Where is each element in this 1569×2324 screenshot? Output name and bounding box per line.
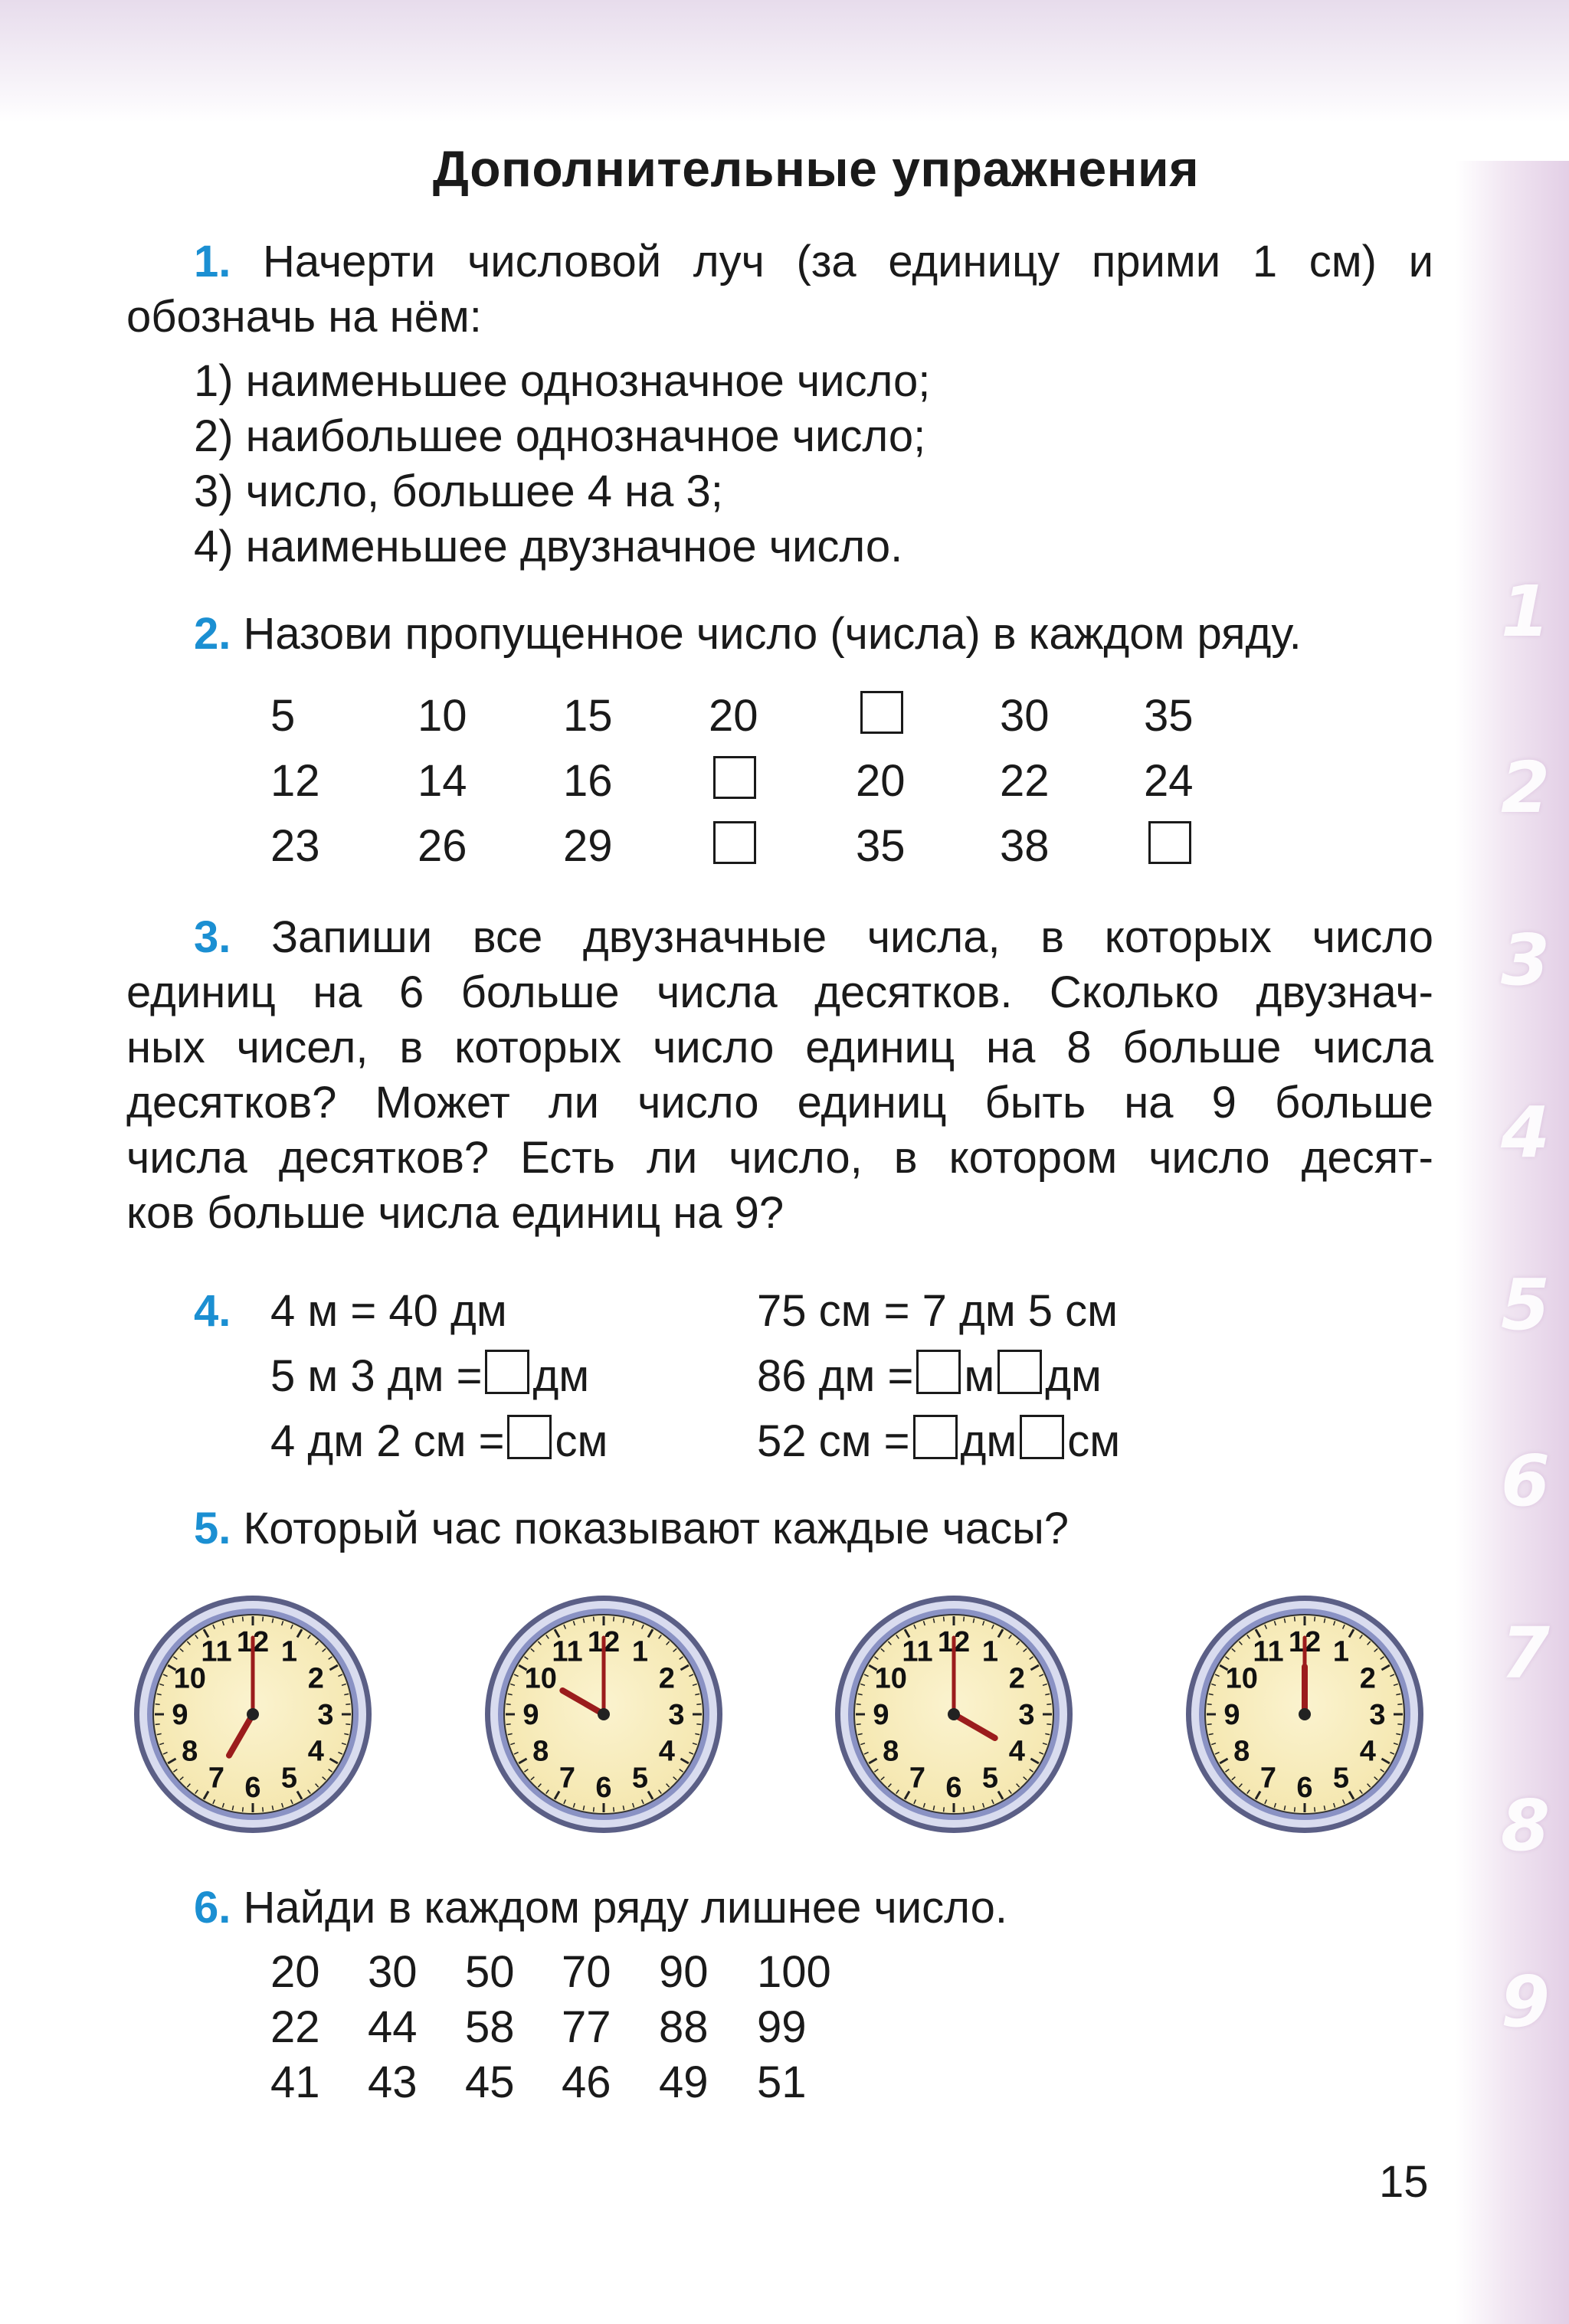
clock-numeral: 9 xyxy=(522,1699,539,1731)
clock-tick xyxy=(696,1724,701,1725)
clock-numeral: 10 xyxy=(524,1662,557,1695)
equation-right-1: 75 см = 7 дм 5 см xyxy=(757,1286,1119,1336)
clock-numeral: 7 xyxy=(1259,1762,1277,1795)
list-item: 2) наибольшее однозначное число; xyxy=(194,411,926,461)
exercise-3 xyxy=(126,910,1433,1241)
equation-right-2: 86 дм = м дм xyxy=(757,1351,1102,1401)
clock-tick xyxy=(594,1807,595,1812)
exercise-2-text: Назови пропущенное число (числа) в каждом ряду. xyxy=(243,609,1302,659)
clock-tick xyxy=(964,1807,965,1812)
equation-right-3: 52 см = дм см xyxy=(757,1416,1121,1466)
row-number: 30 xyxy=(368,1947,418,1997)
clock-numeral: 2 xyxy=(1008,1662,1025,1695)
clock-numeral: 6 xyxy=(1296,1772,1313,1804)
clock-numeral: 8 xyxy=(532,1735,549,1768)
side-chapter-number: 5 xyxy=(1500,1264,1550,1346)
clock xyxy=(1182,1592,1427,1837)
row-number: 44 xyxy=(368,2002,418,2052)
clock-numeral: 9 xyxy=(172,1699,188,1731)
clock xyxy=(481,1592,726,1837)
clock-numeral: 4 xyxy=(1359,1735,1376,1768)
exercise-3-number: 3. xyxy=(194,912,231,962)
page-title: Дополнительные упражнения xyxy=(432,140,1200,197)
clock-numeral: 5 xyxy=(981,1762,999,1795)
sequence-number: 35 xyxy=(856,821,906,871)
clock xyxy=(831,1592,1076,1837)
clock-numeral: 2 xyxy=(1359,1662,1376,1695)
row-number: 58 xyxy=(465,2002,515,2052)
row-number: 20 xyxy=(270,1947,320,1997)
side-chapter-number: 8 xyxy=(1500,1785,1550,1867)
sequence-number: 12 xyxy=(270,756,320,806)
exercise-3-line-3: ных чисел, в которых число единиц на 8 больше числа xyxy=(126,1023,1433,1072)
side-chapter-number: 7 xyxy=(1500,1612,1550,1694)
clock-numeral: 3 xyxy=(1018,1699,1035,1731)
sequence-number: 35 xyxy=(1144,691,1194,741)
clock-numeral: 10 xyxy=(173,1662,206,1695)
exercise-2-heading xyxy=(194,607,1450,662)
clock-center xyxy=(1299,1708,1311,1720)
side-chapter-number: 6 xyxy=(1500,1440,1550,1522)
clock-numeral: 8 xyxy=(1233,1735,1250,1768)
clock-numeral: 5 xyxy=(631,1762,649,1795)
clock-numeral: 12 xyxy=(937,1626,971,1658)
clock-center xyxy=(247,1708,259,1720)
clock-numeral: 12 xyxy=(236,1626,270,1658)
missing-number-box[interactable] xyxy=(713,821,756,864)
answer-box[interactable] xyxy=(1020,1415,1064,1459)
clock-numeral: 1 xyxy=(631,1635,649,1668)
exercise-3-line-6: ков больше числа единиц на 9? xyxy=(126,1188,784,1238)
exercise-1-line-2: обозначь на нём: xyxy=(126,292,482,342)
clock-numeral: 3 xyxy=(1369,1699,1386,1731)
clock xyxy=(130,1592,375,1837)
clock-numeral: 1 xyxy=(1332,1635,1350,1668)
equation-left-1: 4 м = 40 дм xyxy=(270,1286,507,1336)
clock-numeral: 5 xyxy=(1332,1762,1350,1795)
side-chapter-number: 4 xyxy=(1500,1092,1550,1173)
list-item: 1) наименьшее однозначное число; xyxy=(194,356,931,406)
sequence-number: 16 xyxy=(563,756,613,806)
row-number: 99 xyxy=(757,2002,807,2052)
sequence-number: 30 xyxy=(1000,691,1050,741)
exercise-5-heading xyxy=(194,1501,1450,1556)
clock-numeral: 5 xyxy=(280,1762,298,1795)
clock-tick xyxy=(1397,1704,1402,1705)
clock-tick xyxy=(243,1807,244,1812)
row-number: 46 xyxy=(562,2057,611,2107)
clock-numeral: 10 xyxy=(874,1662,907,1695)
clock-tick xyxy=(696,1704,701,1705)
sequence-number: 23 xyxy=(270,821,320,871)
answer-box[interactable] xyxy=(997,1350,1042,1394)
sequence-number: 14 xyxy=(418,756,467,806)
clock-numeral: 10 xyxy=(1225,1662,1258,1695)
answer-box[interactable] xyxy=(913,1415,958,1459)
exercise-1-list xyxy=(194,354,930,574)
clock-numeral: 1 xyxy=(280,1635,298,1668)
row-number: 22 xyxy=(270,2002,320,2052)
equation-left-3: 4 дм 2 см = см xyxy=(270,1416,608,1466)
clock-tick xyxy=(506,1704,511,1705)
missing-number-box[interactable] xyxy=(860,691,903,734)
clock-tick xyxy=(263,1807,264,1812)
clock-numeral: 7 xyxy=(909,1762,926,1795)
clock-numeral: 7 xyxy=(558,1762,576,1795)
clock-center xyxy=(948,1708,960,1720)
clock-tick xyxy=(243,1617,244,1622)
clock-tick xyxy=(1047,1704,1051,1705)
clock-numeral: 11 xyxy=(1253,1635,1284,1668)
clock-numeral: 6 xyxy=(945,1772,962,1804)
clock-tick xyxy=(857,1724,861,1725)
sequence-number: 29 xyxy=(563,821,613,871)
clock-tick xyxy=(263,1617,264,1622)
missing-number-box[interactable] xyxy=(1148,821,1191,864)
sequence-number: 20 xyxy=(856,756,906,806)
clock-tick xyxy=(1207,1724,1212,1725)
clock-numeral: 8 xyxy=(883,1735,899,1768)
clock-tick xyxy=(594,1617,595,1622)
clock-tick xyxy=(944,1807,945,1812)
list-item: 3) число, большее 4 на 3; xyxy=(194,466,723,516)
exercise-3-line-5: числа десятков? Есть ли число, в котором число десят- xyxy=(126,1133,1433,1183)
clock-numeral: 12 xyxy=(587,1626,621,1658)
page-number: 15 xyxy=(1379,2157,1429,2207)
clock-tick xyxy=(346,1704,350,1705)
side-chapter-number: 9 xyxy=(1500,1961,1550,2043)
missing-number-box[interactable] xyxy=(713,756,756,799)
exercise-1-number: 1. xyxy=(194,237,231,286)
clock-numeral: 6 xyxy=(244,1772,261,1804)
clock-numeral: 8 xyxy=(182,1735,198,1768)
clock-numeral: 4 xyxy=(658,1735,675,1768)
clock-numeral: 12 xyxy=(1288,1626,1322,1658)
exercise-6-text: Найди в каждом ряду лишнее число. xyxy=(243,1883,1007,1933)
exercise-5-text: Который час показывают каждые часы? xyxy=(243,1504,1069,1553)
exercise-1 xyxy=(126,234,1433,345)
exercise-3-line-1: Запиши все двузначные числа, в которых число xyxy=(271,912,1433,962)
clock-numeral: 1 xyxy=(981,1635,999,1668)
side-chapter-number: 3 xyxy=(1500,919,1550,1001)
row-number: 45 xyxy=(465,2057,515,2107)
clock-numeral: 4 xyxy=(1008,1735,1025,1768)
exercise-3-line-4: десятков? Может ли число единиц быть на 9 больше xyxy=(126,1078,1433,1128)
clock-tick xyxy=(944,1617,945,1622)
top-band xyxy=(0,0,1569,123)
clock-numeral: 4 xyxy=(307,1735,324,1768)
sequence-number: 15 xyxy=(563,691,613,741)
row-number: 88 xyxy=(659,2002,709,2052)
clock-numeral: 7 xyxy=(208,1762,225,1795)
row-number: 90 xyxy=(659,1947,709,1997)
sequence-number: 5 xyxy=(270,691,296,741)
clock-numeral: 9 xyxy=(1223,1699,1240,1731)
clock-numeral: 2 xyxy=(658,1662,675,1695)
clock-tick xyxy=(1207,1704,1212,1705)
equation-left-2: 5 м 3 дм = дм xyxy=(270,1351,590,1401)
row-number: 41 xyxy=(270,2057,320,2107)
clock-numeral: 9 xyxy=(873,1699,889,1731)
row-number: 77 xyxy=(562,2002,611,2052)
clock-numeral: 11 xyxy=(902,1635,933,1668)
row-number: 70 xyxy=(562,1947,611,1997)
exercise-1-line-1: Начерти числовой луч (за единицу прими 1 см) и xyxy=(263,237,1433,286)
exercise-6-number: 6. xyxy=(194,1883,231,1933)
exercise-5-number: 5. xyxy=(194,1504,231,1553)
clock-numeral: 11 xyxy=(552,1635,583,1668)
side-chapter-number: 1 xyxy=(1500,571,1550,653)
answer-box[interactable] xyxy=(485,1350,529,1394)
row-number: 50 xyxy=(465,1947,515,1997)
sequence-number: 22 xyxy=(1000,756,1050,806)
clock-tick xyxy=(1047,1724,1051,1725)
row-number: 51 xyxy=(757,2057,807,2107)
clock-numeral: 3 xyxy=(317,1699,334,1731)
sequence-number: 24 xyxy=(1144,756,1194,806)
row-number: 43 xyxy=(368,2057,418,2107)
clock-tick xyxy=(156,1724,160,1725)
clock-numeral: 11 xyxy=(201,1635,232,1668)
sequence-number: 20 xyxy=(709,691,758,741)
sequence-number: 10 xyxy=(418,691,467,741)
exercise-4-number: 4. xyxy=(194,1286,231,1336)
exercise-3-line-2: единиц на 6 больше числа десятков. Сколько двузнач- xyxy=(126,967,1433,1017)
answer-box[interactable] xyxy=(916,1350,961,1394)
exercise-6-heading xyxy=(194,1880,1450,1936)
clock-numeral: 6 xyxy=(595,1772,612,1804)
clock-center xyxy=(598,1708,610,1720)
sequence-number: 38 xyxy=(1000,821,1050,871)
clock-tick xyxy=(346,1724,350,1725)
clock-tick xyxy=(857,1704,861,1705)
clock-tick xyxy=(156,1704,160,1705)
answer-box[interactable] xyxy=(507,1415,552,1459)
exercise-2-number: 2. xyxy=(194,609,231,659)
clock-numeral: 2 xyxy=(307,1662,324,1695)
clock-numeral: 3 xyxy=(668,1699,685,1731)
sequence-number: 26 xyxy=(418,821,467,871)
side-chapter-number: 2 xyxy=(1500,747,1550,829)
row-number: 49 xyxy=(659,2057,709,2107)
clock-tick xyxy=(964,1617,965,1622)
clock-tick xyxy=(506,1724,511,1725)
clock-tick xyxy=(1397,1724,1402,1725)
list-item: 4) наименьшее двузначное число. xyxy=(194,522,903,571)
row-number: 100 xyxy=(757,1947,831,1997)
